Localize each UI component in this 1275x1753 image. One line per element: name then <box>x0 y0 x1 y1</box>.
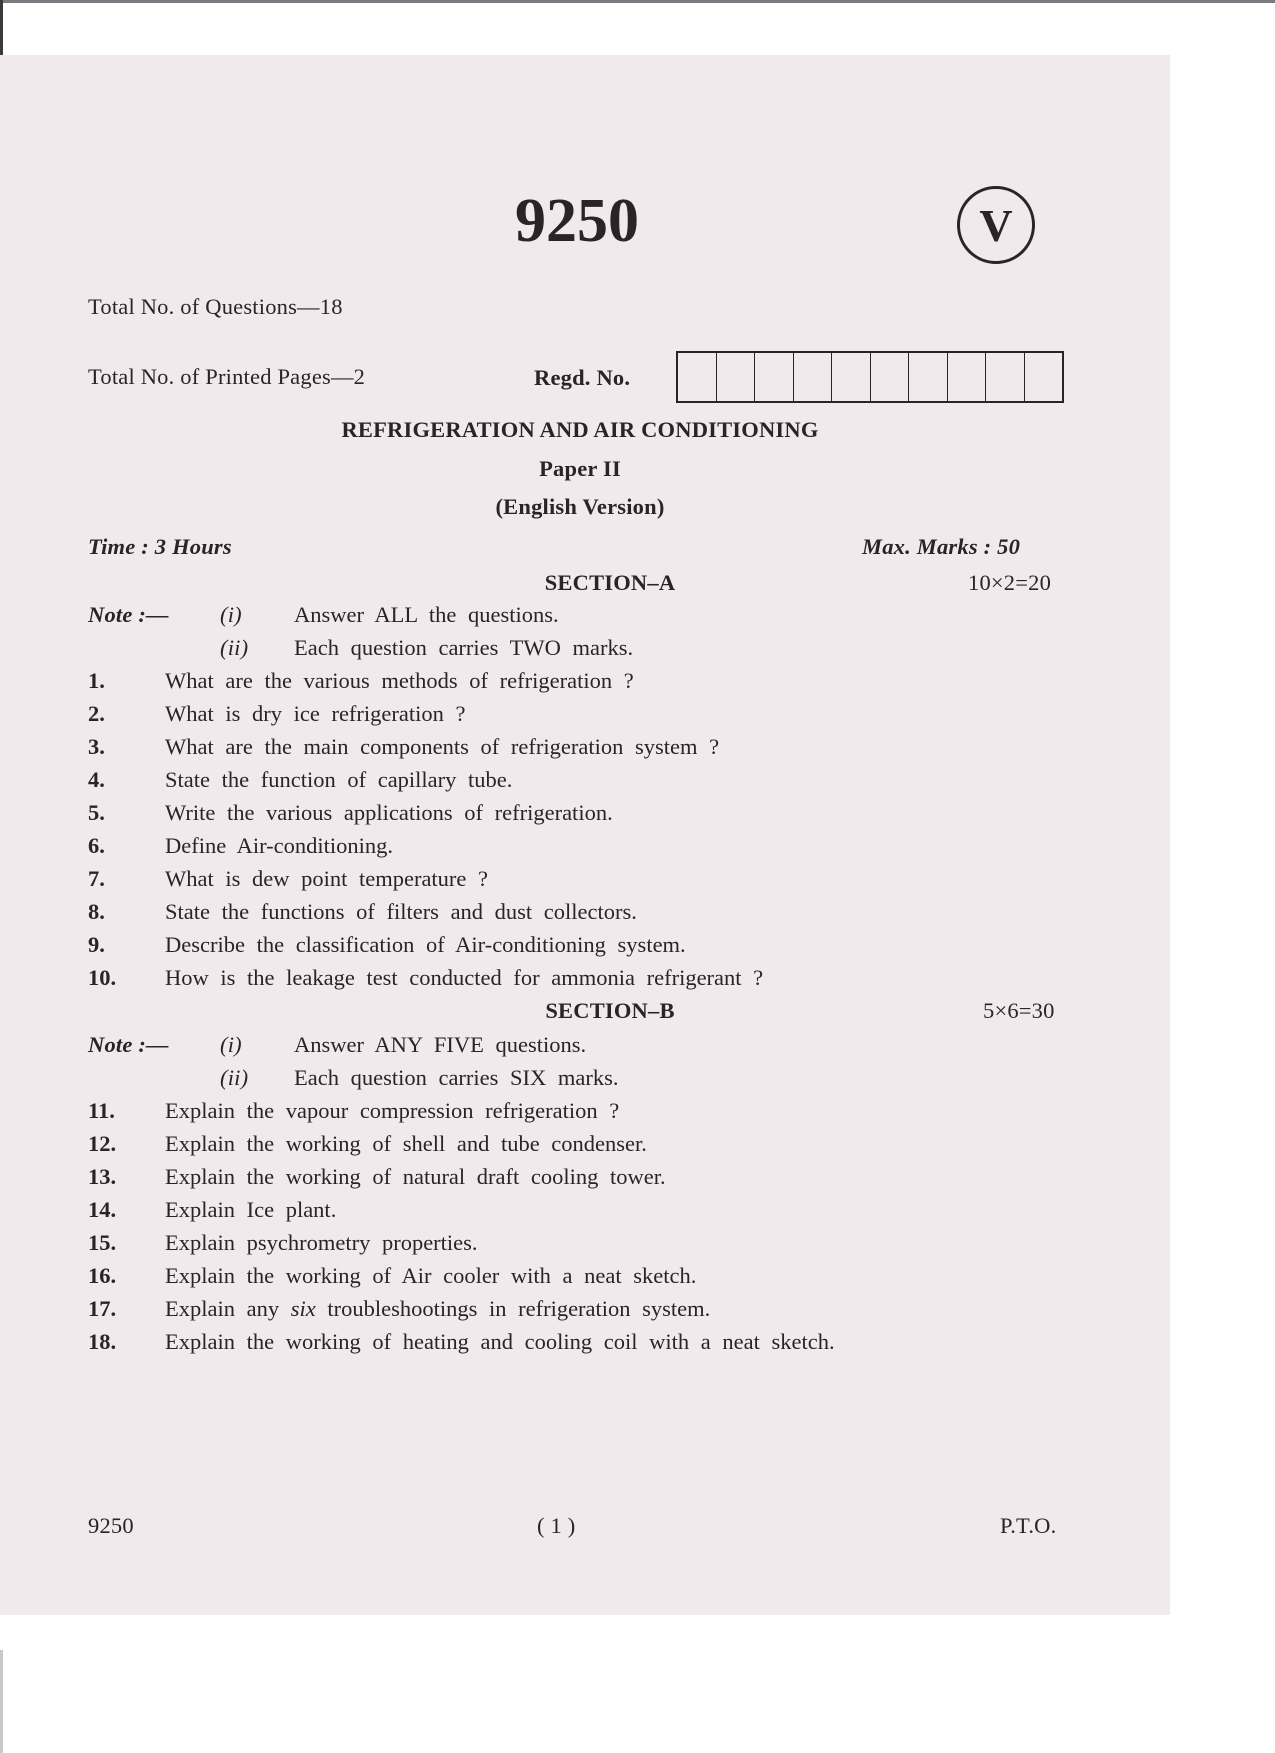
scan-edge-mark-lower <box>0 1650 3 1753</box>
question-text: Explain the working of natural draft cooling tower. <box>165 1164 666 1189</box>
exam-time: Time : 3 Hours <box>88 534 232 559</box>
question-number: 2. <box>88 701 105 726</box>
regd-digit-cell[interactable] <box>948 353 987 401</box>
question-number: 7. <box>88 866 105 891</box>
note-marker: (ii) <box>220 1065 249 1090</box>
question-text: Explain the working of heating and cooling coil with a neat sketch. <box>165 1329 835 1354</box>
question-number: 5. <box>88 800 105 825</box>
note-marker: (i) <box>220 602 242 627</box>
note-text: Each question carries TWO marks. <box>294 635 634 660</box>
question-number: 11. <box>88 1098 115 1123</box>
question-text: What is dry ice refrigeration ? <box>165 701 466 726</box>
question-number: 12. <box>88 1131 117 1156</box>
question-number: 14. <box>88 1197 117 1222</box>
question-number: 17. <box>88 1296 117 1321</box>
note-marker: (i) <box>220 1032 242 1057</box>
question-text: How is the leakage test conducted for ammonia refrigerant ? <box>165 965 764 990</box>
question-number: 10. <box>88 965 117 990</box>
question-number: 3. <box>88 734 105 759</box>
note-text: Answer ALL the questions. <box>294 602 559 627</box>
question-text: Explain the working of shell and tube condenser. <box>165 1131 647 1156</box>
question-text: What is dew point temperature ? <box>165 866 489 891</box>
question-number: 6. <box>88 833 105 858</box>
regd-digit-cell[interactable] <box>678 353 717 401</box>
regd-number-boxes[interactable] <box>676 351 1064 403</box>
question-text-emphasis: six <box>290 1296 316 1321</box>
subject-title: REFRIGERATION AND AIR CONDITIONING <box>341 417 819 442</box>
question-text: Explain the vapour compression refrigeration ? <box>165 1098 620 1123</box>
question-text: What are the main components of refrigeration system ? <box>165 734 720 759</box>
regd-label: Regd. No. <box>534 365 631 390</box>
paper-number: Paper II <box>539 456 621 481</box>
question-text-part: Explain any <box>165 1296 291 1321</box>
regd-digit-cell[interactable] <box>755 353 794 401</box>
question-text: State the functions of filters and dust collectors. <box>165 899 637 924</box>
regd-digit-cell[interactable] <box>871 353 910 401</box>
question-number: 9. <box>88 932 105 957</box>
scan-top-border <box>0 0 1275 3</box>
paper-code: 9250 <box>515 187 639 255</box>
note-text: Answer ANY FIVE questions. <box>294 1032 587 1057</box>
section-a-note-label: Note :— <box>88 602 169 627</box>
question-text-part: troubleshootings in refrigeration system. <box>315 1296 711 1321</box>
section-b-marks: 5×6=30 <box>983 998 1055 1023</box>
regd-digit-cell[interactable] <box>717 353 756 401</box>
regd-digit-cell[interactable] <box>1025 353 1063 401</box>
question-text: Define Air-conditioning. <box>165 833 394 858</box>
question-text: What are the various methods of refrigeration ? <box>165 668 634 693</box>
page-number: ( 1 ) <box>537 1513 576 1538</box>
question-text: Explain the working of Air cooler with a neat sketch. <box>165 1263 697 1288</box>
total-pages: Total No. of Printed Pages—2 <box>88 364 366 389</box>
question-number: 1. <box>88 668 105 693</box>
regd-digit-cell[interactable] <box>986 353 1025 401</box>
question-number: 15. <box>88 1230 117 1255</box>
footer-paper-code: 9250 <box>88 1513 134 1538</box>
question-text <box>165 1298 710 1321</box>
regd-digit-cell[interactable] <box>832 353 871 401</box>
question-text: Explain Ice plant. <box>165 1197 337 1222</box>
regd-digit-cell[interactable] <box>794 353 833 401</box>
question-text: State the function of capillary tube. <box>165 767 513 792</box>
question-number: 16. <box>88 1263 117 1288</box>
note-marker: (ii) <box>220 635 249 660</box>
question-text: Write the various applications of refrigeration. <box>165 800 613 825</box>
version-mark: V <box>979 199 1013 251</box>
language-version: (English Version) <box>495 494 665 519</box>
question-number: 13. <box>88 1164 117 1189</box>
question-text: Explain psychrometry properties. <box>165 1230 478 1255</box>
question-number: 8. <box>88 899 105 924</box>
section-a-title: SECTION–A <box>544 570 676 595</box>
question-number: 18. <box>88 1329 117 1354</box>
section-b-title: SECTION–B <box>545 998 675 1023</box>
version-badge <box>957 186 1035 264</box>
note-text: Each question carries SIX marks. <box>294 1065 619 1090</box>
scan-edge-mark <box>0 0 3 55</box>
question-number: 4. <box>88 767 105 792</box>
question-text: Describe the classification of Air-conditioning system. <box>165 932 686 957</box>
max-marks: Max. Marks : 50 <box>862 534 1021 559</box>
total-questions: Total No. of Questions—18 <box>88 294 343 319</box>
section-b-note-label: Note :— <box>88 1032 169 1057</box>
please-turn-over: P.T.O. <box>1000 1513 1057 1538</box>
section-a-marks: 10×2=20 <box>968 570 1052 595</box>
regd-digit-cell[interactable] <box>909 353 948 401</box>
